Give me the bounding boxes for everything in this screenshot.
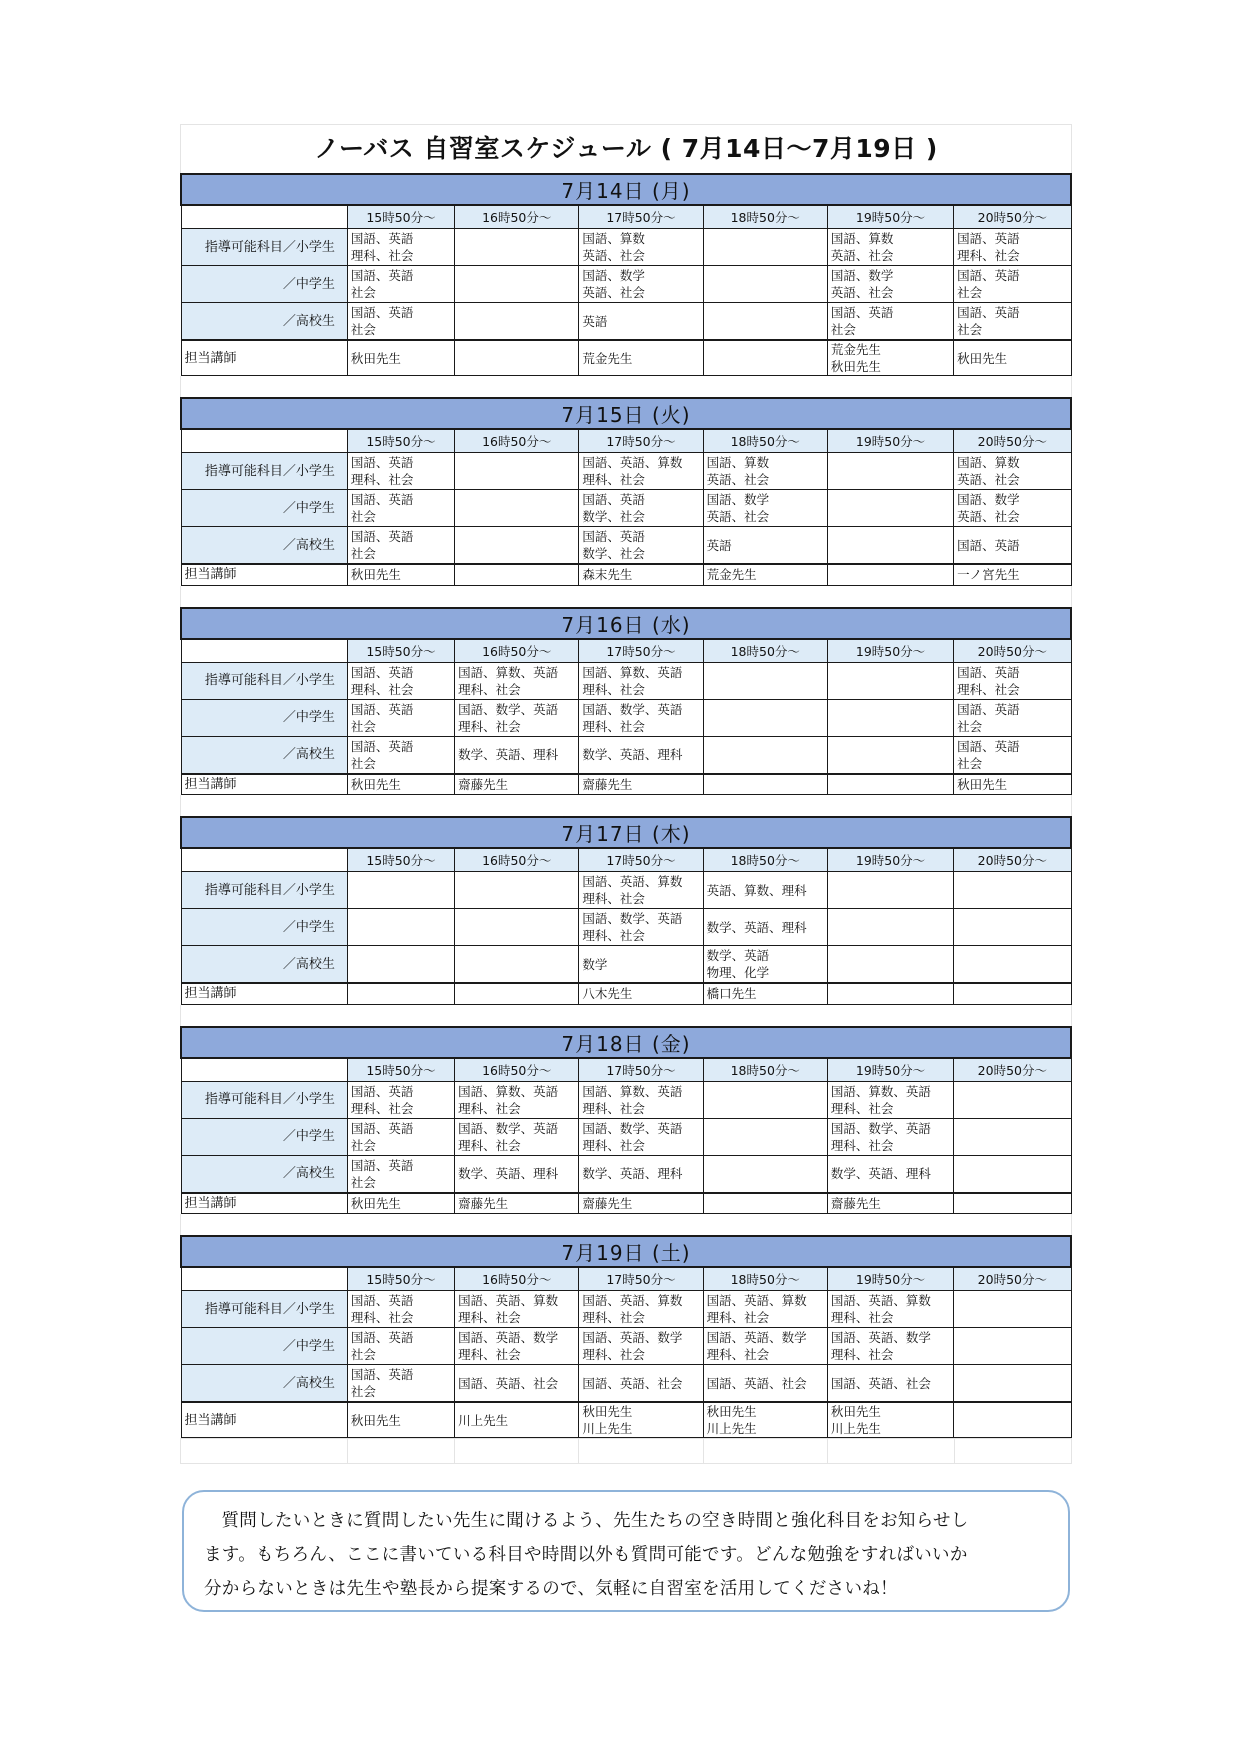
- grade-label: ／中学生: [181, 266, 347, 303]
- day-spacer: [180, 586, 1072, 607]
- teacher-label: 担当講師: [181, 983, 347, 1004]
- time-slot-header: 15時50分～: [347, 1267, 454, 1291]
- time-slot-header: 17時50分～: [579, 639, 703, 663]
- schedule-sheet: [180, 124, 1072, 1464]
- teacher-cell: [347, 983, 454, 1004]
- subject-cell: 国語、英語 社会: [347, 490, 454, 527]
- grade-label: ／中学生: [181, 1328, 347, 1365]
- subject-cell: 国語、数学、英語 理科、社会: [827, 1118, 953, 1155]
- subject-cell: 国語、英語 社会: [347, 1328, 454, 1365]
- grade-row-elementary: [181, 229, 1071, 266]
- subject-cell: 国語、英語 理科、社会: [347, 1291, 454, 1328]
- teacher-cell: [954, 1402, 1071, 1438]
- subject-cell: 国語、英語、算数 理科、社会: [579, 872, 703, 909]
- teacher-cell: 秋田先生: [347, 564, 454, 585]
- teacher-cell: [954, 983, 1071, 1004]
- subject-cell: [703, 662, 827, 699]
- day-table: [180, 397, 1072, 586]
- subject-cell: 国語、英語、社会: [827, 1365, 953, 1403]
- subject-cell: [703, 699, 827, 736]
- subject-cell: [455, 266, 579, 303]
- subject-cell: [954, 1328, 1071, 1365]
- teacher-row: [181, 564, 1071, 585]
- grade-row-elementary: [181, 1291, 1071, 1328]
- teacher-cell: 齋藤先生: [455, 1193, 579, 1214]
- subject-cell: 国語、英語 理科、社会: [347, 229, 454, 266]
- teacher-label: 担当講師: [181, 774, 347, 795]
- subject-cell: 国語、英語 理科、社会: [347, 1081, 454, 1118]
- time-slot-header: 16時50分～: [455, 1058, 579, 1082]
- time-slot-header: 17時50分～: [579, 1058, 703, 1082]
- day-spacer: [180, 1214, 1072, 1235]
- subject-cell: 国語、英語、算数 理科、社会: [579, 453, 703, 490]
- subject-cell: [827, 872, 953, 909]
- subject-cell: 英語、算数、理科: [703, 872, 827, 909]
- subject-cell: [954, 872, 1071, 909]
- subject-cell: [703, 229, 827, 266]
- grade-label: 指導可能科目／小学生: [181, 1291, 347, 1328]
- subject-cell: 国語、英語 社会: [347, 1365, 454, 1403]
- teacher-row: [181, 1402, 1071, 1438]
- time-slot-header: 16時50分～: [455, 205, 579, 229]
- grade-row-high: [181, 1155, 1071, 1193]
- teacher-cell: 秋田先生 川上先生: [579, 1402, 703, 1438]
- subject-cell: [954, 1155, 1071, 1193]
- subject-cell: 国語、英語 理科、社会: [347, 662, 454, 699]
- grade-row-elementary: [181, 872, 1071, 909]
- grade-label: ／中学生: [181, 490, 347, 527]
- grade-row-elementary: [181, 453, 1071, 490]
- subject-cell: 国語、数学、英語 理科、社会: [579, 1118, 703, 1155]
- time-slot-header: 19時50分～: [827, 848, 953, 872]
- empty-bottom-row: [180, 1438, 1072, 1464]
- time-slot-header: 20時50分～: [954, 429, 1071, 453]
- subject-cell: 国語、算数、英語 理科、社会: [455, 1081, 579, 1118]
- teacher-cell: 橋口先生: [703, 983, 827, 1004]
- teacher-cell: 齋藤先生: [579, 774, 703, 795]
- subject-cell: 国語、算数 英語、社会: [954, 453, 1071, 490]
- teacher-cell: [703, 340, 827, 376]
- subject-cell: [703, 736, 827, 774]
- time-slot-header: 19時50分～: [827, 205, 953, 229]
- time-slot-header: 15時50分～: [347, 429, 454, 453]
- time-slot-header: 17時50分～: [579, 1267, 703, 1291]
- page-title: ノーバス 自習室スケジュール ( 7月14日～7月19日 ): [180, 124, 1072, 173]
- time-slot-header: 19時50分～: [827, 1267, 953, 1291]
- subject-cell: 国語、英語、数学 理科、社会: [827, 1328, 953, 1365]
- subject-cell: 英語: [703, 527, 827, 565]
- subject-cell: [455, 527, 579, 565]
- subject-cell: 国語、英語 社会: [347, 736, 454, 774]
- time-row-blank: [181, 1267, 347, 1291]
- grade-row-high: [181, 736, 1071, 774]
- subject-cell: [827, 699, 953, 736]
- time-slot-header: 15時50分～: [347, 205, 454, 229]
- subject-cell: 国語、英語 社会: [347, 1155, 454, 1193]
- grade-row-junior: [181, 1328, 1071, 1365]
- time-slot-header: 18時50分～: [703, 1058, 827, 1082]
- time-row-blank: [181, 429, 347, 453]
- subject-cell: [954, 909, 1071, 946]
- subject-cell: 国語、英語 理科、社会: [347, 453, 454, 490]
- subject-cell: 国語、英語、社会: [579, 1365, 703, 1403]
- subject-cell: [827, 490, 953, 527]
- subject-cell: [455, 229, 579, 266]
- subject-cell: 国語、数学、英語 理科、社会: [579, 699, 703, 736]
- teacher-cell: [827, 774, 953, 795]
- subject-cell: [455, 872, 579, 909]
- teacher-cell: [827, 983, 953, 1004]
- time-slot-header: 16時50分～: [455, 1267, 579, 1291]
- subject-cell: [455, 909, 579, 946]
- subject-cell: 国語、算数、英語 理科、社会: [827, 1081, 953, 1118]
- subject-cell: 国語、英語 社会: [954, 736, 1071, 774]
- subject-cell: [827, 662, 953, 699]
- subject-cell: [455, 453, 579, 490]
- time-slot-header: 20時50分～: [954, 1058, 1071, 1082]
- subject-cell: [954, 1365, 1071, 1403]
- info-note-box: [182, 1490, 1070, 1612]
- grade-label: ／高校生: [181, 1365, 347, 1403]
- grade-label: ／中学生: [181, 699, 347, 736]
- teacher-cell: 森末先生: [579, 564, 703, 585]
- teacher-row: [181, 983, 1071, 1004]
- time-row-blank: [181, 1058, 347, 1082]
- grade-label: 指導可能科目／小学生: [181, 662, 347, 699]
- subject-cell: 国語、算数、英語 理科、社会: [579, 662, 703, 699]
- time-slot-header: 19時50分～: [827, 639, 953, 663]
- subject-cell: 国語、算数 英語、社会: [827, 229, 953, 266]
- time-slot-header: 15時50分～: [347, 848, 454, 872]
- time-slot-header: 17時50分～: [579, 848, 703, 872]
- teacher-cell: 一ノ宮先生: [954, 564, 1071, 585]
- teacher-cell: 秋田先生 川上先生: [703, 1402, 827, 1438]
- teacher-cell: [455, 983, 579, 1004]
- grade-label: ／中学生: [181, 1118, 347, 1155]
- subject-cell: 国語、英語 数学、社会: [579, 527, 703, 565]
- teacher-cell: [954, 1193, 1071, 1214]
- subject-cell: 国語、英語 社会: [954, 699, 1071, 736]
- subject-cell: 数学、英語、理科: [579, 736, 703, 774]
- subject-cell: [954, 1118, 1071, 1155]
- note-line-1: 質問したいときに質問したい先生に聞けるよう、先生たちの空き時間と強化科目をお知らせし: [221, 1511, 969, 1531]
- teacher-cell: 荒金先生 秋田先生: [827, 340, 953, 376]
- subject-cell: [703, 303, 827, 341]
- subject-cell: 国語、英語 理科、社会: [954, 229, 1071, 266]
- grade-label: ／高校生: [181, 1155, 347, 1193]
- time-slot-header: 15時50分～: [347, 639, 454, 663]
- subject-cell: 数学、英語、理科: [703, 909, 827, 946]
- day-table: [180, 173, 1072, 376]
- day-date-header: 7月14日 (月): [181, 174, 1071, 205]
- day-table: [180, 1026, 1072, 1215]
- time-slot-header: 16時50分～: [455, 848, 579, 872]
- teacher-cell: 秋田先生: [347, 340, 454, 376]
- subject-cell: 国語、数学 英語、社会: [579, 266, 703, 303]
- day-spacer: [180, 795, 1072, 816]
- subject-cell: 国語、英語 社会: [827, 303, 953, 341]
- subject-cell: 国語、英語、算数 理科、社会: [455, 1291, 579, 1328]
- grade-row-junior: [181, 1118, 1071, 1155]
- subject-cell: 国語、英語 社会: [347, 527, 454, 565]
- time-slot-header: 18時50分～: [703, 429, 827, 453]
- teacher-cell: [455, 564, 579, 585]
- teacher-cell: 八木先生: [579, 983, 703, 1004]
- subject-cell: [827, 946, 953, 984]
- day-table: [180, 816, 1072, 1005]
- teacher-cell: 川上先生: [455, 1402, 579, 1438]
- time-slot-header: 18時50分～: [703, 639, 827, 663]
- subject-cell: 数学、英語、理科: [455, 736, 579, 774]
- teacher-cell: 秋田先生: [347, 1402, 454, 1438]
- time-slot-header: 17時50分～: [579, 429, 703, 453]
- teacher-row: [181, 774, 1071, 795]
- time-slot-header: 17時50分～: [579, 205, 703, 229]
- grade-row-high: [181, 1365, 1071, 1403]
- subject-cell: [827, 736, 953, 774]
- grade-row-elementary: [181, 662, 1071, 699]
- day-date-header: 7月16日 (水): [181, 608, 1071, 639]
- teacher-cell: 荒金先生: [579, 340, 703, 376]
- time-slot-header: 15時50分～: [347, 1058, 454, 1082]
- subject-cell: 国語、英語 社会: [347, 266, 454, 303]
- day-spacer: [180, 376, 1072, 397]
- grade-label: ／高校生: [181, 527, 347, 565]
- subject-cell: 国語、英語、算数 理科、社会: [579, 1291, 703, 1328]
- note-line-3: 分からないときは先生や塾長から提案するので、気軽に自習室を活用してくださいね！: [204, 1579, 898, 1599]
- day-spacer: [180, 1005, 1072, 1026]
- teacher-row: [181, 1193, 1071, 1214]
- teacher-row: [181, 340, 1071, 376]
- grade-row-junior: [181, 490, 1071, 527]
- grade-row-junior: [181, 699, 1071, 736]
- subject-cell: 国語、英語、数学 理科、社会: [579, 1328, 703, 1365]
- time-slot-header: 20時50分～: [954, 205, 1071, 229]
- time-row-blank: [181, 205, 347, 229]
- grade-row-junior: [181, 266, 1071, 303]
- time-row-blank: [181, 848, 347, 872]
- subject-cell: [954, 1291, 1071, 1328]
- subject-cell: 国語、数学 英語、社会: [703, 490, 827, 527]
- subject-cell: 国語、英語、社会: [703, 1365, 827, 1403]
- time-slot-header: 20時50分～: [954, 639, 1071, 663]
- time-slot-header: 18時50分～: [703, 205, 827, 229]
- subject-cell: [347, 909, 454, 946]
- subject-cell: 国語、英語 社会: [347, 303, 454, 341]
- subject-cell: 国語、算数 英語、社会: [703, 453, 827, 490]
- teacher-cell: 秋田先生: [954, 340, 1071, 376]
- subject-cell: 国語、英語、数学 理科、社会: [455, 1328, 579, 1365]
- teacher-cell: 荒金先生: [703, 564, 827, 585]
- day-table: [180, 1235, 1072, 1438]
- teacher-cell: [703, 1193, 827, 1214]
- subject-cell: [827, 909, 953, 946]
- subject-cell: 国語、数学、英語 理科、社会: [579, 909, 703, 946]
- subject-cell: [827, 453, 953, 490]
- teacher-cell: 秋田先生: [347, 1193, 454, 1214]
- teacher-cell: 秋田先生: [347, 774, 454, 795]
- subject-cell: 国語、算数 英語、社会: [579, 229, 703, 266]
- subject-cell: 数学、英語、理科: [455, 1155, 579, 1193]
- grade-label: 指導可能科目／小学生: [181, 1081, 347, 1118]
- grade-row-junior: [181, 909, 1071, 946]
- subject-cell: 国語、英語 数学、社会: [579, 490, 703, 527]
- subject-cell: 国語、算数、英語 理科、社会: [455, 662, 579, 699]
- subject-cell: 国語、英語 社会: [347, 1118, 454, 1155]
- grade-label: 指導可能科目／小学生: [181, 229, 347, 266]
- subject-cell: [347, 872, 454, 909]
- time-slot-header: 20時50分～: [954, 848, 1071, 872]
- grade-row-high: [181, 527, 1071, 565]
- subject-cell: 国語、英語 社会: [954, 266, 1071, 303]
- grade-label: ／中学生: [181, 909, 347, 946]
- subject-cell: 国語、数学、英語 理科、社会: [455, 1118, 579, 1155]
- subject-cell: [703, 1155, 827, 1193]
- teacher-label: 担当講師: [181, 1193, 347, 1214]
- teacher-cell: [703, 774, 827, 795]
- grade-row-high: [181, 303, 1071, 341]
- subject-cell: 国語、数学 英語、社会: [827, 266, 953, 303]
- grade-label: ／高校生: [181, 946, 347, 984]
- day-table: [180, 607, 1072, 796]
- subject-cell: [455, 303, 579, 341]
- subject-cell: [703, 1118, 827, 1155]
- subject-cell: [347, 946, 454, 984]
- time-row-blank: [181, 639, 347, 663]
- subject-cell: 国語、英語 社会: [954, 303, 1071, 341]
- subject-cell: 英語: [579, 303, 703, 341]
- time-slot-header: 18時50分～: [703, 1267, 827, 1291]
- teacher-cell: 齋藤先生: [827, 1193, 953, 1214]
- subject-cell: 国語、英語: [954, 527, 1071, 565]
- subject-cell: 国語、英語、数学 理科、社会: [703, 1328, 827, 1365]
- grade-label: 指導可能科目／小学生: [181, 872, 347, 909]
- subject-cell: 国語、英語、算数 理科、社会: [703, 1291, 827, 1328]
- subject-cell: [703, 266, 827, 303]
- teacher-cell: 秋田先生: [954, 774, 1071, 795]
- teacher-cell: 秋田先生 川上先生: [827, 1402, 953, 1438]
- time-slot-header: 19時50分～: [827, 1058, 953, 1082]
- day-date-header: 7月19日 (土): [181, 1236, 1071, 1267]
- subject-cell: 数学、英語、理科: [579, 1155, 703, 1193]
- day-date-header: 7月15日 (火): [181, 398, 1071, 429]
- time-slot-header: 16時50分～: [455, 429, 579, 453]
- time-slot-header: 19時50分～: [827, 429, 953, 453]
- subject-cell: 国語、英語 理科、社会: [954, 662, 1071, 699]
- day-date-header: 7月18日 (金): [181, 1027, 1071, 1058]
- grade-row-high: [181, 946, 1071, 984]
- grade-label: ／高校生: [181, 303, 347, 341]
- teacher-label: 担当講師: [181, 340, 347, 376]
- teacher-cell: [827, 564, 953, 585]
- subject-cell: 国語、数学 英語、社会: [954, 490, 1071, 527]
- teacher-cell: [455, 340, 579, 376]
- teacher-cell: 齋藤先生: [455, 774, 579, 795]
- subject-cell: [954, 1081, 1071, 1118]
- grade-row-elementary: [181, 1081, 1071, 1118]
- teacher-label: 担当講師: [181, 564, 347, 585]
- subject-cell: 国語、英語、社会: [455, 1365, 579, 1403]
- day-tables: [180, 173, 1072, 1438]
- subject-cell: 国語、英語、算数 理科、社会: [827, 1291, 953, 1328]
- subject-cell: [703, 1081, 827, 1118]
- subject-cell: 数学: [579, 946, 703, 984]
- subject-cell: [455, 946, 579, 984]
- grade-label: ／高校生: [181, 736, 347, 774]
- subject-cell: [455, 490, 579, 527]
- subject-cell: 国語、英語 社会: [347, 699, 454, 736]
- day-date-header: 7月17日 (木): [181, 817, 1071, 848]
- subject-cell: 数学、英語、理科: [827, 1155, 953, 1193]
- subject-cell: 国語、数学、英語 理科、社会: [455, 699, 579, 736]
- subject-cell: [827, 527, 953, 565]
- note-line-2: ます。もちろん、ここに書いている科目や時間以外も質問可能です。どんな勉強をすればいいか: [204, 1545, 968, 1565]
- time-slot-header: 18時50分～: [703, 848, 827, 872]
- teacher-cell: 齋藤先生: [579, 1193, 703, 1214]
- subject-cell: 国語、算数、英語 理科、社会: [579, 1081, 703, 1118]
- subject-cell: [954, 946, 1071, 984]
- time-slot-header: 16時50分～: [455, 639, 579, 663]
- subject-cell: 数学、英語 物理、化学: [703, 946, 827, 984]
- teacher-label: 担当講師: [181, 1402, 347, 1438]
- grade-label: 指導可能科目／小学生: [181, 453, 347, 490]
- time-slot-header: 20時50分～: [954, 1267, 1071, 1291]
